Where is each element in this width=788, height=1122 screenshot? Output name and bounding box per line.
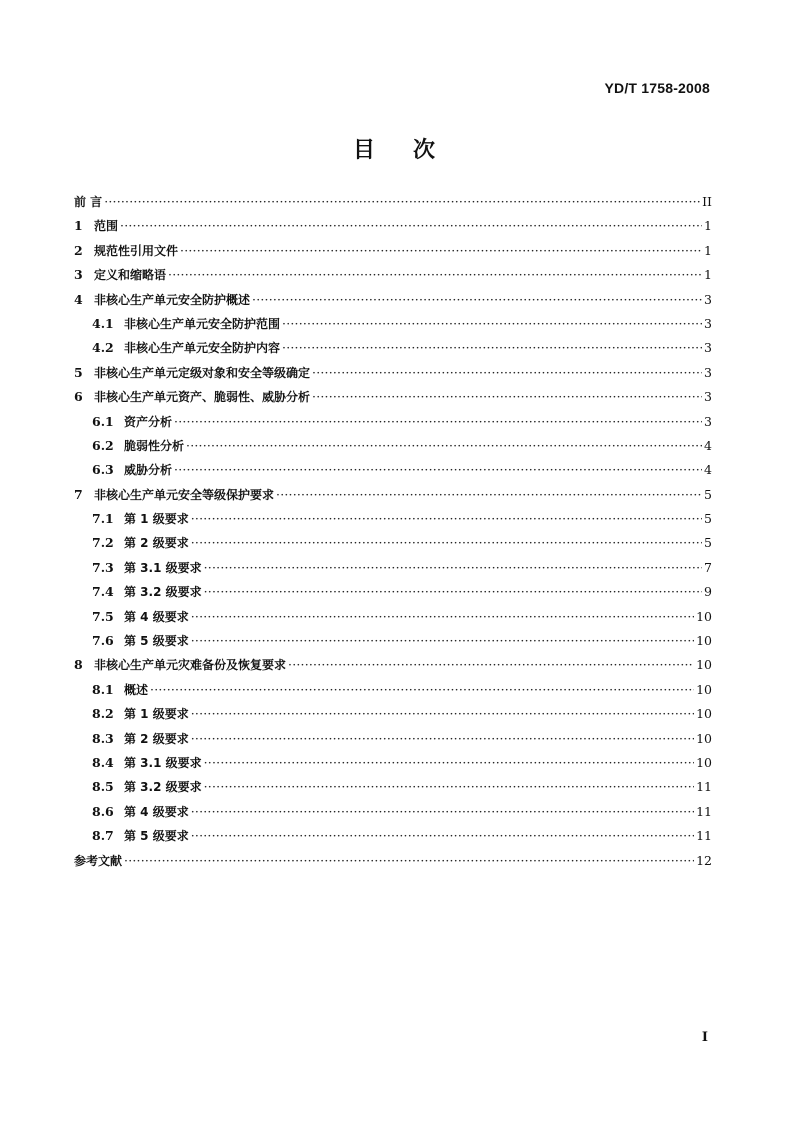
toc-entry-page: 1 (704, 267, 712, 283)
document-code: YD/T 1758-2008 (604, 80, 710, 96)
toc-leader-dots (276, 487, 702, 502)
toc-entry[interactable] (74, 486, 712, 510)
toc-entry-number: 8.4 (92, 754, 114, 770)
toc-entry-number: 7.6 (92, 633, 114, 649)
toc-leader-dots (312, 365, 702, 380)
toc-entry-label: 非核心生产单元安全防护概述 (94, 292, 251, 307)
toc-leader-dots (191, 706, 694, 721)
toc-entry[interactable] (74, 705, 712, 729)
toc-entry-number: 8 (74, 657, 83, 673)
toc-entry[interactable] (74, 315, 712, 339)
toc-entry[interactable] (74, 364, 712, 388)
toc-entry-number: 8.1 (92, 681, 114, 697)
toc-entry[interactable] (74, 656, 712, 680)
toc-leader-dots (204, 779, 694, 794)
toc-entry-label: 威胁分析 (124, 463, 173, 478)
toc-leader-dots (186, 438, 702, 453)
toc-entry-page: 3 (704, 315, 712, 331)
toc-entry[interactable] (74, 291, 712, 315)
toc-leader-dots (191, 731, 694, 746)
toc-leader-dots (204, 584, 702, 599)
toc-entry[interactable] (74, 827, 712, 851)
toc-entry-number: 8.7 (92, 828, 114, 844)
toc-entry-label: 第 1 级要求 (124, 512, 189, 527)
toc-entry-label: 第 2 级要求 (124, 536, 189, 551)
toc-leader-dots (174, 462, 702, 477)
toc-entry-label: 非核心生产单元定级对象和安全等级确定 (94, 365, 311, 380)
toc-entry-label: 脆弱性分析 (124, 438, 185, 453)
toc-entry-label: 定义和缩略语 (94, 268, 167, 283)
toc-entry[interactable] (74, 754, 712, 778)
toc-entry-label: 第 2 级要求 (124, 731, 189, 746)
toc-entry-label: 第 5 级要求 (124, 634, 189, 649)
toc-leader-dots (180, 243, 702, 258)
toc-entry-label: 第 4 级要求 (124, 609, 189, 624)
toc-entry-page: 10 (696, 608, 712, 624)
toc-leader-dots (191, 633, 694, 648)
toc-entry-label: 第 3.1 级要求 (124, 755, 202, 770)
toc-entry-number: 6.1 (92, 413, 114, 429)
toc-entry-page: 3 (704, 291, 712, 307)
table-of-contents (74, 193, 712, 876)
toc-entry-number: 1 (74, 218, 83, 234)
toc-entry-page: 5 (704, 511, 712, 527)
toc-entry-page: 9 (704, 584, 712, 600)
toc-entry-page: 3 (704, 413, 712, 429)
toc-entry-number: 4 (74, 291, 83, 307)
toc-leader-dots (282, 316, 702, 331)
toc-entry[interactable] (74, 559, 712, 583)
toc-entry-number: 6.3 (92, 462, 114, 478)
toc-entry-number: 6 (74, 389, 83, 405)
toc-entry-number: 7 (74, 486, 83, 502)
toc-entry-label: 非核心生产单元资产、脆弱性、威胁分析 (94, 390, 311, 405)
toc-entry-page: 10 (696, 633, 712, 649)
toc-leader-dots (282, 340, 702, 355)
toc-leader-dots (168, 267, 702, 282)
toc-entry-label: 前 言 (74, 195, 103, 209)
toc-entry-page: 11 (696, 779, 712, 795)
toc-entry-number: 6.2 (92, 437, 114, 453)
toc-entry-page: 10 (696, 657, 712, 673)
toc-entry[interactable] (74, 681, 712, 705)
toc-entry-page: 7 (704, 559, 712, 575)
toc-leader-dots (120, 218, 702, 233)
toc-entry[interactable] (74, 461, 712, 485)
toc-leader-dots (191, 609, 694, 624)
toc-entry-page: 3 (704, 389, 712, 405)
toc-entry-number: 4.1 (92, 315, 114, 331)
toc-leader-dots (191, 511, 702, 526)
toc-entry-page: 5 (704, 486, 712, 502)
toc-entry-page: 3 (704, 364, 712, 380)
toc-entry-page: 11 (696, 828, 712, 844)
toc-entry-page: 1 (704, 218, 712, 234)
toc-entry-page: 3 (704, 340, 712, 356)
toc-entry-label: 第 3.1 级要求 (124, 560, 202, 575)
toc-entry-number: 7.5 (92, 608, 114, 624)
toc-entry[interactable] (74, 778, 712, 802)
toc-entry-label: 第 1 级要求 (124, 707, 189, 722)
toc-leader-dots (191, 828, 694, 843)
toc-leader-dots (124, 853, 694, 868)
toc-entry[interactable] (74, 583, 712, 607)
toc-entry-number: 7.2 (92, 535, 114, 551)
toc-entry[interactable] (74, 730, 712, 754)
toc-leader-dots (288, 657, 694, 672)
toc-entry[interactable] (74, 242, 712, 266)
toc-leader-dots (204, 755, 694, 770)
toc-entry[interactable] (74, 510, 712, 534)
toc-entry[interactable] (74, 217, 712, 241)
toc-entry-page: 10 (696, 681, 712, 697)
toc-entry-number: 7.4 (92, 584, 114, 600)
toc-entry[interactable] (74, 266, 712, 290)
toc-entry-label: 非核心生产单元安全防护内容 (124, 341, 281, 356)
toc-entry-page: 10 (696, 730, 712, 746)
toc-entry[interactable] (74, 388, 712, 412)
toc-leader-dots (191, 804, 694, 819)
toc-entry-label: 第 3.2 级要求 (124, 585, 202, 600)
toc-title: 目次 (352, 138, 473, 163)
toc-entry-page: 4 (704, 437, 712, 453)
toc-entry[interactable] (74, 632, 712, 656)
toc-entry-page: 1 (704, 242, 712, 258)
toc-leader-dots (204, 560, 702, 575)
toc-entry-number: 8.6 (92, 803, 114, 819)
toc-entry[interactable] (74, 437, 712, 461)
toc-leader-dots (174, 414, 702, 429)
toc-entry[interactable] (74, 803, 712, 827)
toc-entry[interactable] (74, 852, 712, 876)
toc-entry-number: 2 (74, 242, 83, 258)
toc-entry-label: 非核心生产单元安全等级保护要求 (94, 487, 275, 502)
toc-entry-label: 第 3.2 级要求 (124, 780, 202, 795)
toc-entry-page: 12 (696, 852, 712, 868)
toc-leader-dots (312, 389, 702, 404)
toc-entry-number: 7.3 (92, 559, 114, 575)
toc-entry[interactable] (74, 193, 712, 217)
page-number: I (701, 1030, 708, 1045)
toc-entry-label: 范围 (94, 219, 119, 234)
toc-entry-label: 参考文献 (74, 853, 123, 868)
toc-entry-label: 非核心生产单元安全防护范围 (124, 316, 281, 331)
toc-entry[interactable] (74, 339, 712, 363)
toc-entry[interactable] (74, 534, 712, 558)
toc-entry-number: 8.2 (92, 706, 114, 722)
toc-entry-label: 规范性引用文件 (94, 243, 179, 258)
toc-leader-dots (104, 194, 700, 209)
toc-entry-number: 3 (74, 267, 83, 283)
toc-entry[interactable] (74, 413, 712, 437)
toc-entry-label: 第 4 级要求 (124, 804, 189, 819)
toc-entry-label: 第 5 级要求 (124, 829, 189, 844)
toc-entry-page: 5 (704, 535, 712, 551)
toc-entry-page: 10 (696, 754, 712, 770)
toc-leader-dots (191, 535, 702, 550)
toc-entry-number: 4.2 (92, 340, 114, 356)
toc-entry-page: 11 (696, 803, 712, 819)
toc-entry-number: 8.5 (92, 779, 114, 795)
toc-entry-page: II (702, 194, 712, 209)
toc-leader-dots (252, 292, 702, 307)
toc-entry-label: 非核心生产单元灾难备份及恢复要求 (94, 658, 287, 673)
toc-leader-dots (150, 682, 694, 697)
toc-entry-number: 7.1 (92, 511, 114, 527)
toc-entry-page: 10 (696, 706, 712, 722)
toc-entry-number: 8.3 (92, 730, 114, 746)
toc-entry-number: 5 (74, 364, 83, 380)
toc-entry-label: 资产分析 (124, 414, 173, 429)
toc-entry-label: 概述 (124, 682, 149, 697)
toc-entry-page: 4 (704, 462, 712, 478)
toc-entry[interactable] (74, 608, 712, 632)
